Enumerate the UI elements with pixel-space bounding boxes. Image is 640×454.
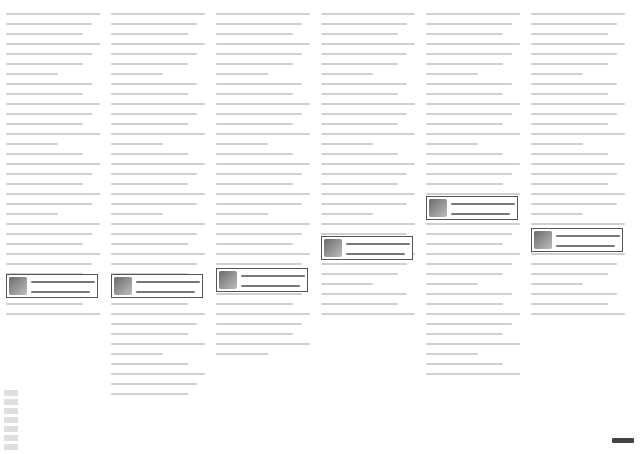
dialogue-line: [216, 350, 310, 358]
character-portrait: [324, 239, 342, 257]
dialogue-line: [426, 80, 520, 88]
dialogue-line: [426, 310, 520, 318]
dialogue-line: [6, 50, 100, 58]
dialogue-line: [6, 300, 100, 308]
dialogue-line: [426, 360, 520, 368]
dialogue-line: [111, 100, 205, 108]
dialogue-line: [6, 140, 100, 148]
dialogue-line: [426, 230, 520, 238]
dialogue-line: [216, 190, 310, 198]
dialogue-line: [111, 310, 205, 318]
dialogue-line: [426, 270, 520, 278]
dialogue-line: [6, 30, 100, 38]
text-column: [6, 10, 100, 436]
dialogue-line: [426, 170, 520, 178]
section-header: [111, 274, 203, 298]
dialogue-line: [321, 280, 415, 288]
section-header: [531, 228, 623, 252]
dialogue-line: [216, 230, 310, 238]
dialogue-line: [111, 140, 205, 148]
dialogue-line: [216, 310, 310, 318]
section-title: [31, 278, 95, 294]
dialogue-line: [321, 270, 415, 278]
dialogue-line: [111, 160, 205, 168]
dialogue-line: [531, 100, 625, 108]
dialogue-line: [6, 310, 100, 318]
dialogue-line: [426, 260, 520, 268]
dialogue-line: [111, 340, 205, 348]
dialogue-line: [426, 220, 520, 228]
dialogue-line: [111, 20, 205, 28]
dialogue-line: [6, 100, 100, 108]
dialogue-line: [531, 200, 625, 208]
dialogue-line: [6, 10, 100, 18]
dialogue-line: [111, 170, 205, 178]
dialogue-line: [216, 110, 310, 118]
dialogue-line: [216, 130, 310, 138]
dialogue-line: [216, 170, 310, 178]
dialogue-line: [531, 40, 625, 48]
dialogue-line: [531, 270, 625, 278]
dialogue-line: [426, 300, 520, 308]
dialogue-line: [426, 90, 520, 98]
dialogue-line: [111, 120, 205, 128]
dialogue-line: [216, 20, 310, 28]
dialogue-line: [426, 60, 520, 68]
dialogue-line: [216, 60, 310, 68]
dialogue-line: [111, 370, 205, 378]
dialogue-line: [111, 360, 205, 368]
dialogue-line: [426, 10, 520, 18]
dialogue-line: [321, 20, 415, 28]
dialogue-line: [6, 120, 100, 128]
dialogue-line: [111, 150, 205, 158]
dialogue-line: [111, 230, 205, 238]
dialogue-line: [321, 310, 415, 318]
dialogue-line: [531, 300, 625, 308]
dialogue-line: [111, 70, 205, 78]
dialogue-line: [6, 260, 100, 268]
dialogue-line: [321, 170, 415, 178]
dialogue-line: [216, 160, 310, 168]
dialogue-line: [216, 180, 310, 188]
dialogue-line: [111, 350, 205, 358]
dialogue-line: [111, 90, 205, 98]
dialogue-line: [6, 220, 100, 228]
dialogue-line: [531, 10, 625, 18]
dialogue-line: [426, 120, 520, 128]
dialogue-line: [111, 50, 205, 58]
character-portrait: [429, 199, 447, 217]
dialogue-line: [6, 180, 100, 188]
dialogue-line: [6, 90, 100, 98]
dialogue-line: [216, 150, 310, 158]
dialogue-line: [531, 310, 625, 318]
dialogue-line: [6, 210, 100, 218]
dialogue-line: [6, 230, 100, 238]
dialogue-line: [426, 160, 520, 168]
dialogue-line: [6, 110, 100, 118]
dialogue-line: [321, 110, 415, 118]
dialogue-line: [216, 50, 310, 58]
dialogue-line: [531, 220, 625, 228]
dialogue-line: [426, 40, 520, 48]
dialogue-line: [321, 200, 415, 208]
page-number: [612, 436, 634, 446]
dialogue-line: [426, 100, 520, 108]
dialogue-line: [531, 90, 625, 98]
dialogue-line: [6, 70, 100, 78]
character-portrait: [114, 277, 132, 295]
dialogue-line: [6, 40, 100, 48]
dialogue-line: [216, 120, 310, 128]
dialogue-line: [426, 350, 520, 358]
dialogue-line: [426, 330, 520, 338]
dialogue-line: [216, 80, 310, 88]
dialogue-line: [426, 250, 520, 258]
dialogue-line: [6, 200, 100, 208]
dialogue-line: [321, 180, 415, 188]
dialogue-line: [321, 140, 415, 148]
dialogue-line: [426, 110, 520, 118]
text-column: [111, 10, 205, 436]
character-portrait: [534, 231, 552, 249]
dialogue-line: [216, 70, 310, 78]
text-column: [531, 10, 625, 436]
dialogue-line: [216, 220, 310, 228]
dialogue-line: [111, 390, 205, 398]
dialogue-line: [531, 260, 625, 268]
dialogue-line: [531, 70, 625, 78]
dialogue-line: [531, 160, 625, 168]
dialogue-line: [216, 30, 310, 38]
dialogue-line: [321, 220, 415, 228]
dialogue-line: [426, 30, 520, 38]
dialogue-line: [426, 150, 520, 158]
dialogue-line: [216, 100, 310, 108]
dialogue-line: [321, 90, 415, 98]
dialogue-line: [216, 90, 310, 98]
dialogue-line: [531, 60, 625, 68]
dialogue-line: [216, 40, 310, 48]
dialogue-line: [426, 320, 520, 328]
dialogue-line: [531, 170, 625, 178]
dialogue-line: [321, 210, 415, 218]
dialogue-line: [321, 40, 415, 48]
text-column: [216, 10, 310, 436]
dialogue-line: [216, 330, 310, 338]
dialogue-line: [216, 250, 310, 258]
publisher-watermark: [4, 390, 18, 450]
dialogue-line: [531, 210, 625, 218]
dialogue-line: [531, 130, 625, 138]
dialogue-line: [6, 150, 100, 158]
dialogue-line: [321, 100, 415, 108]
dialogue-line: [111, 320, 205, 328]
dialogue-line: [321, 260, 415, 268]
dialogue-line: [426, 140, 520, 148]
dialogue-line: [531, 30, 625, 38]
dialogue-line: [531, 50, 625, 58]
dialogue-line: [426, 340, 520, 348]
dialogue-line: [531, 180, 625, 188]
dialogue-line: [321, 290, 415, 298]
dialogue-line: [426, 180, 520, 188]
dialogue-line: [111, 260, 205, 268]
dialogue-line: [6, 20, 100, 28]
dialogue-line: [111, 190, 205, 198]
dialogue-line: [111, 250, 205, 258]
dialogue-line: [426, 290, 520, 298]
dialogue-line: [426, 20, 520, 28]
dialogue-line: [216, 10, 310, 18]
dialogue-line: [531, 120, 625, 128]
section-title: [556, 232, 620, 248]
dialogue-line: [321, 300, 415, 308]
section-header: [216, 268, 308, 292]
dialogue-line: [111, 10, 205, 18]
dialogue-line: [216, 140, 310, 148]
dialogue-line: [111, 380, 205, 388]
dialogue-line: [531, 110, 625, 118]
dialogue-line: [531, 80, 625, 88]
dialogue-line: [216, 300, 310, 308]
dialogue-line: [531, 280, 625, 288]
dialogue-line: [216, 210, 310, 218]
dialogue-line: [531, 150, 625, 158]
dialogue-line: [531, 190, 625, 198]
dialogue-line: [6, 130, 100, 138]
dialogue-line: [321, 60, 415, 68]
dialogue-line: [321, 50, 415, 58]
dialogue-line: [216, 320, 310, 328]
section-title: [346, 240, 410, 256]
dialogue-line: [426, 130, 520, 138]
dialogue-line: [6, 190, 100, 198]
section-title: [136, 278, 200, 294]
character-portrait: [9, 277, 27, 295]
dialogue-line: [111, 30, 205, 38]
section-header: [6, 274, 98, 298]
dialogue-line: [321, 160, 415, 168]
section-header: [426, 196, 518, 220]
dialogue-line: [321, 190, 415, 198]
dialogue-line: [6, 160, 100, 168]
dialogue-line: [426, 50, 520, 58]
dialogue-line: [426, 370, 520, 378]
section-title: [451, 200, 515, 216]
character-portrait: [219, 271, 237, 289]
dialogue-line: [111, 210, 205, 218]
dialogue-line: [111, 330, 205, 338]
dialogue-line: [111, 180, 205, 188]
dialogue-line: [216, 340, 310, 348]
dialogue-line: [111, 300, 205, 308]
dialogue-line: [216, 240, 310, 248]
dialogue-line: [6, 60, 100, 68]
text-column: [321, 10, 415, 436]
dialogue-line: [111, 220, 205, 228]
dialogue-line: [426, 240, 520, 248]
dialogue-line: [426, 280, 520, 288]
dialogue-line: [216, 260, 310, 268]
dialogue-line: [321, 10, 415, 18]
text-column: [426, 10, 520, 436]
dialogue-line: [111, 80, 205, 88]
dialogue-line: [531, 140, 625, 148]
dialogue-line: [216, 200, 310, 208]
dialogue-line: [111, 40, 205, 48]
dialogue-line: [6, 250, 100, 258]
dialogue-line: [111, 200, 205, 208]
dialogue-line: [111, 240, 205, 248]
dialogue-line: [321, 130, 415, 138]
section-header: [321, 236, 413, 260]
dialogue-line: [6, 240, 100, 248]
dialogue-line: [111, 130, 205, 138]
dialogue-line: [6, 170, 100, 178]
dialogue-line: [321, 120, 415, 128]
dialogue-line: [6, 80, 100, 88]
dialogue-line: [426, 70, 520, 78]
dialogue-line: [111, 60, 205, 68]
dialogue-line: [321, 150, 415, 158]
section-title: [241, 272, 305, 288]
dialogue-line: [531, 290, 625, 298]
dialogue-line: [531, 20, 625, 28]
dialogue-line: [321, 30, 415, 38]
dialogue-line: [321, 70, 415, 78]
dialogue-line: [111, 110, 205, 118]
dialogue-line: [321, 80, 415, 88]
